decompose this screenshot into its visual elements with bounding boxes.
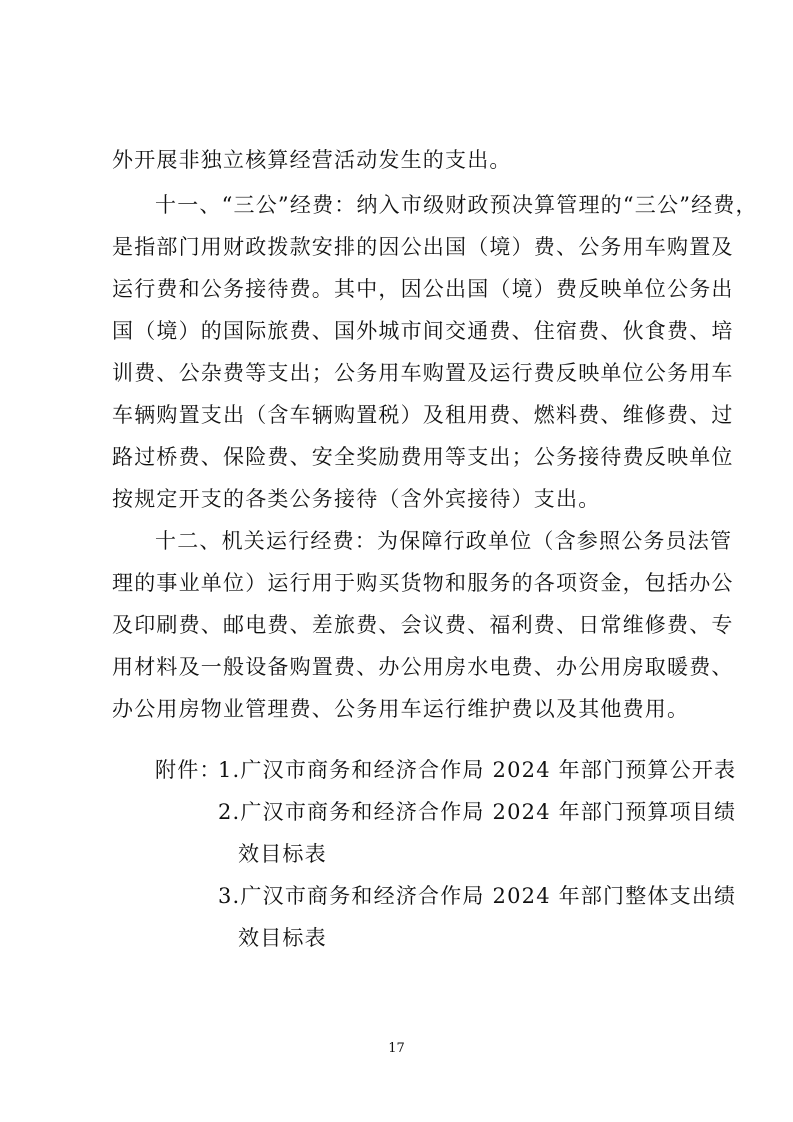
body-line: 十一、“三公”经费：纳入市级财政预决算管理的“三公”经费， — [155, 193, 758, 217]
body-line: 办公用房物业管理费、公务用车运行维护费以及其他费用。 — [112, 697, 690, 721]
body-line: 运行费和公务接待费。其中，因公出国（境）费反映单位公务出 — [112, 277, 734, 301]
body-line: 十二、机关运行经费：为保障行政单位（含参照公务员法管 — [155, 529, 733, 553]
page-number: 17 — [388, 1041, 405, 1056]
body-line: 路过桥费、保险费、安全奖励费用等支出；公务接待费反映单位 — [112, 445, 734, 469]
attachment-item-continuation: 效目标表 — [238, 842, 327, 866]
attachments-label: 附件： — [155, 758, 222, 782]
attachment-item: 2.广汉市商务和经济合作局 2024 年部门预算项目绩 — [218, 800, 737, 824]
body-line: 训费、公杂费等支出；公务用车购置及运行费反映单位公务用车 — [112, 361, 734, 385]
body-line: 理的事业单位）运行用于购买货物和服务的各项资金，包括办公 — [112, 571, 734, 595]
body-line: 国（境）的国际旅费、国外城市间交通费、住宿费、伙食费、培 — [112, 319, 734, 343]
attachment-item: 1.广汉市商务和经济合作局 2024 年部门预算公开表 — [218, 758, 737, 782]
body-line: 车辆购置支出（含车辆购置税）及租用费、燃料费、维修费、过 — [112, 403, 734, 427]
body-line: 用材料及一般设备购置费、办公用房水电费、办公用房取暖费、 — [112, 655, 734, 679]
attachment-item: 3.广汉市商务和经济合作局 2024 年部门整体支出绩 — [218, 884, 737, 908]
body-line: 按规定开支的各类公务接待（含外宾接待）支出。 — [112, 487, 601, 511]
body-line: 外开展非独立核算经营活动发生的支出。 — [112, 148, 512, 172]
body-line: 是指部门用财政拨款安排的因公出国（境）费、公务用车购置及 — [112, 235, 734, 259]
body-line: 及印刷费、邮电费、差旅费、会议费、福利费、日常维修费、专 — [112, 613, 734, 637]
attachment-item-continuation: 效目标表 — [238, 926, 327, 950]
